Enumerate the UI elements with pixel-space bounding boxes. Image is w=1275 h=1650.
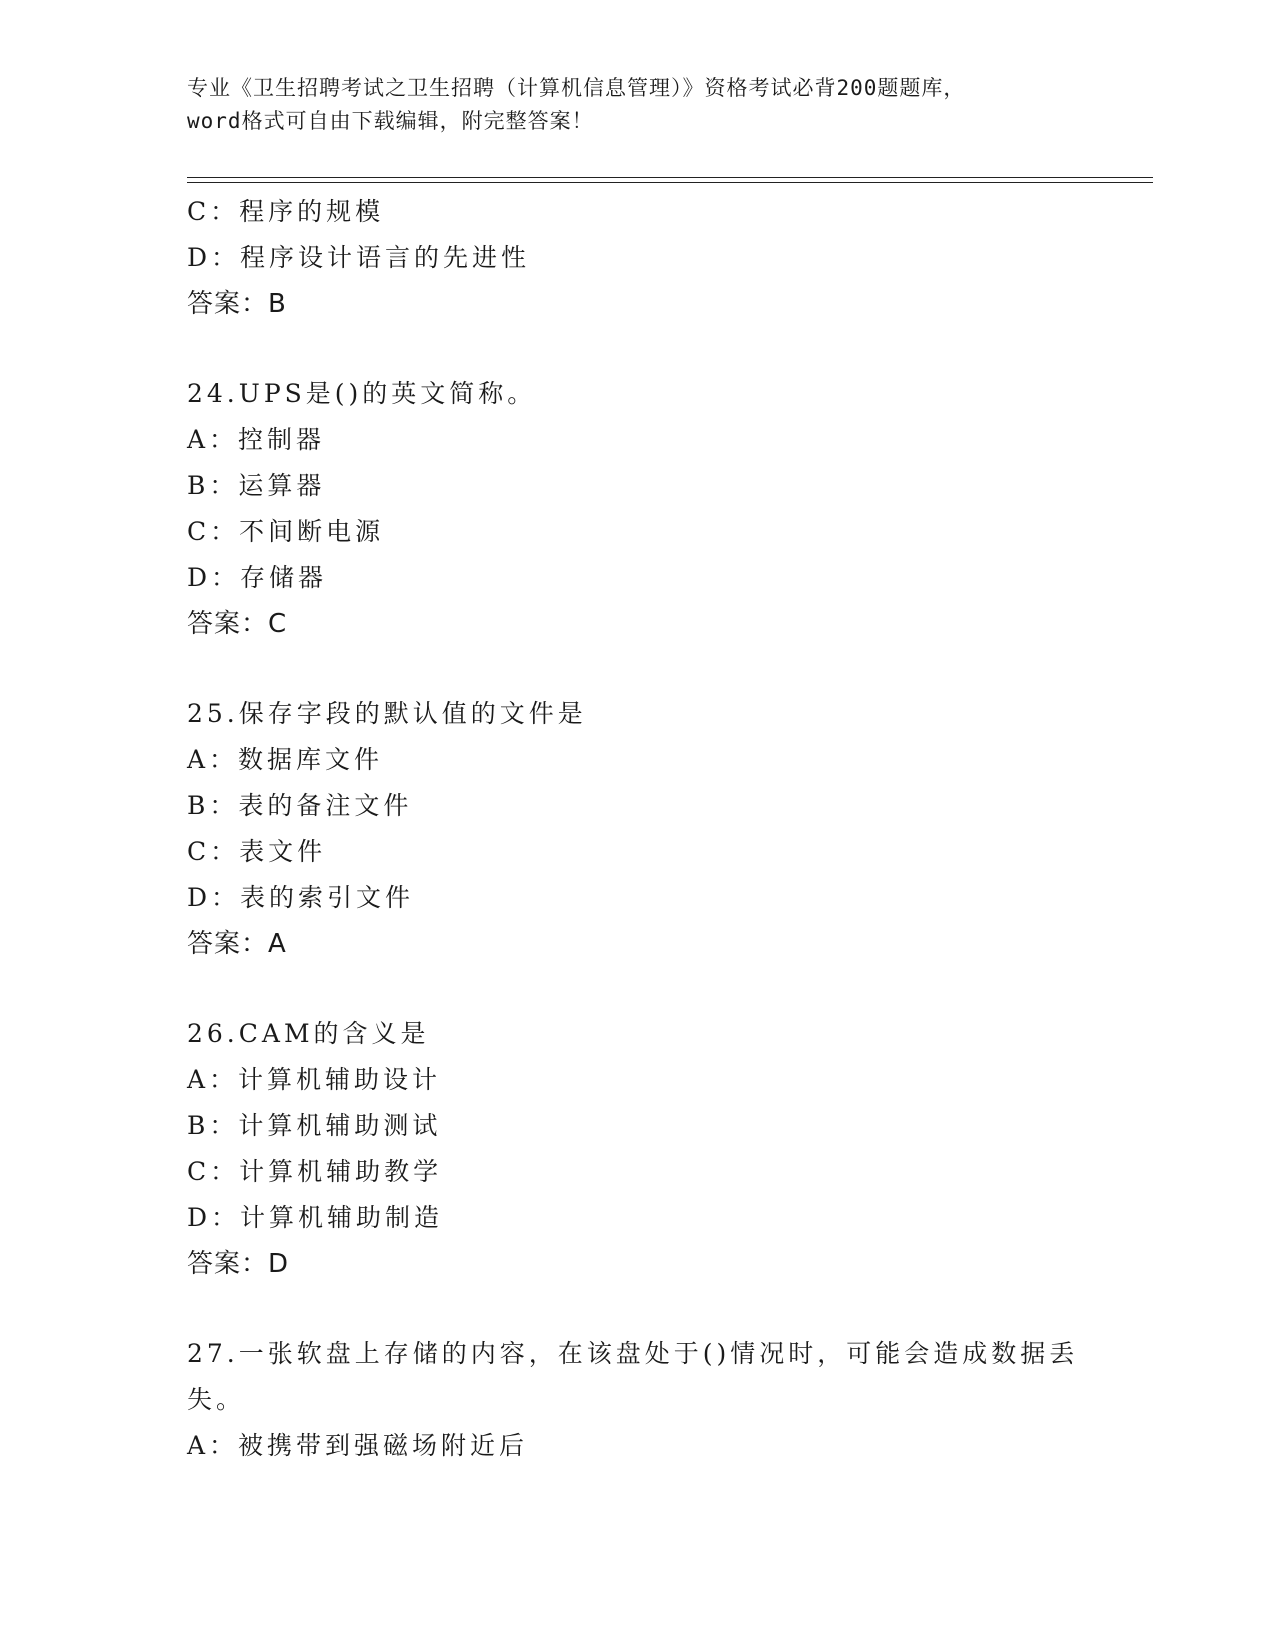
option-a: A：控制器 bbox=[187, 425, 326, 454]
option-c: C：不间断电源 bbox=[187, 517, 385, 546]
header-divider-top bbox=[187, 177, 1153, 178]
option-a: A：被携带到强磁场附近后 bbox=[187, 1431, 529, 1460]
option-b: B：计算机辅助测试 bbox=[187, 1111, 442, 1140]
question-text-line-1: 27.一张软盘上存储的内容，在该盘处于()情况时，可能会造成数据丢 bbox=[187, 1339, 1079, 1368]
answer: 答案：B bbox=[187, 289, 287, 319]
answer: 答案：D bbox=[187, 1249, 290, 1279]
option-b: B：运算器 bbox=[187, 471, 326, 500]
header-divider-bottom bbox=[187, 182, 1153, 183]
option-b: B：表的备注文件 bbox=[187, 791, 413, 820]
question-text: 24.UPS是()的英文简称。 bbox=[187, 379, 537, 408]
question-text: 26.CAM的含义是 bbox=[187, 1019, 430, 1048]
question-26 bbox=[187, 1011, 1087, 1287]
option-c: C：表文件 bbox=[187, 837, 327, 866]
question-27 bbox=[187, 1331, 1087, 1469]
answer: 答案：A bbox=[187, 929, 287, 959]
spacer bbox=[187, 647, 1087, 691]
question-23 bbox=[187, 189, 1087, 327]
spacer bbox=[187, 327, 1087, 371]
question-text-line-2: 失。 bbox=[187, 1385, 246, 1414]
question-25 bbox=[187, 691, 1087, 967]
spacer bbox=[187, 1287, 1087, 1331]
header-title-line-1: 专业《卫生招聘考试之卫生招聘（计算机信息管理）》资格考试必背200题题库， bbox=[187, 76, 966, 100]
option-d: D：表的索引文件 bbox=[187, 883, 415, 912]
question-list bbox=[187, 189, 1087, 1469]
option-a: A：数据库文件 bbox=[187, 745, 384, 774]
answer: 答案：C bbox=[187, 609, 288, 639]
option-d: D：存储器 bbox=[187, 563, 328, 592]
spacer bbox=[187, 967, 1087, 1011]
question-24 bbox=[187, 371, 1087, 647]
option-d: D：计算机辅助制造 bbox=[187, 1203, 444, 1232]
option-a: A：计算机辅助设计 bbox=[187, 1065, 442, 1094]
question-text: 25.保存字段的默认值的文件是 bbox=[187, 699, 587, 728]
option-d: D：程序设计语言的先进性 bbox=[187, 243, 531, 272]
option-c: C：程序的规模 bbox=[187, 197, 385, 226]
header-title-line-2: word格式可自由下载编辑，附完整答案！ bbox=[187, 109, 594, 133]
document-header bbox=[187, 72, 1087, 138]
option-c: C：计算机辅助教学 bbox=[187, 1157, 443, 1186]
